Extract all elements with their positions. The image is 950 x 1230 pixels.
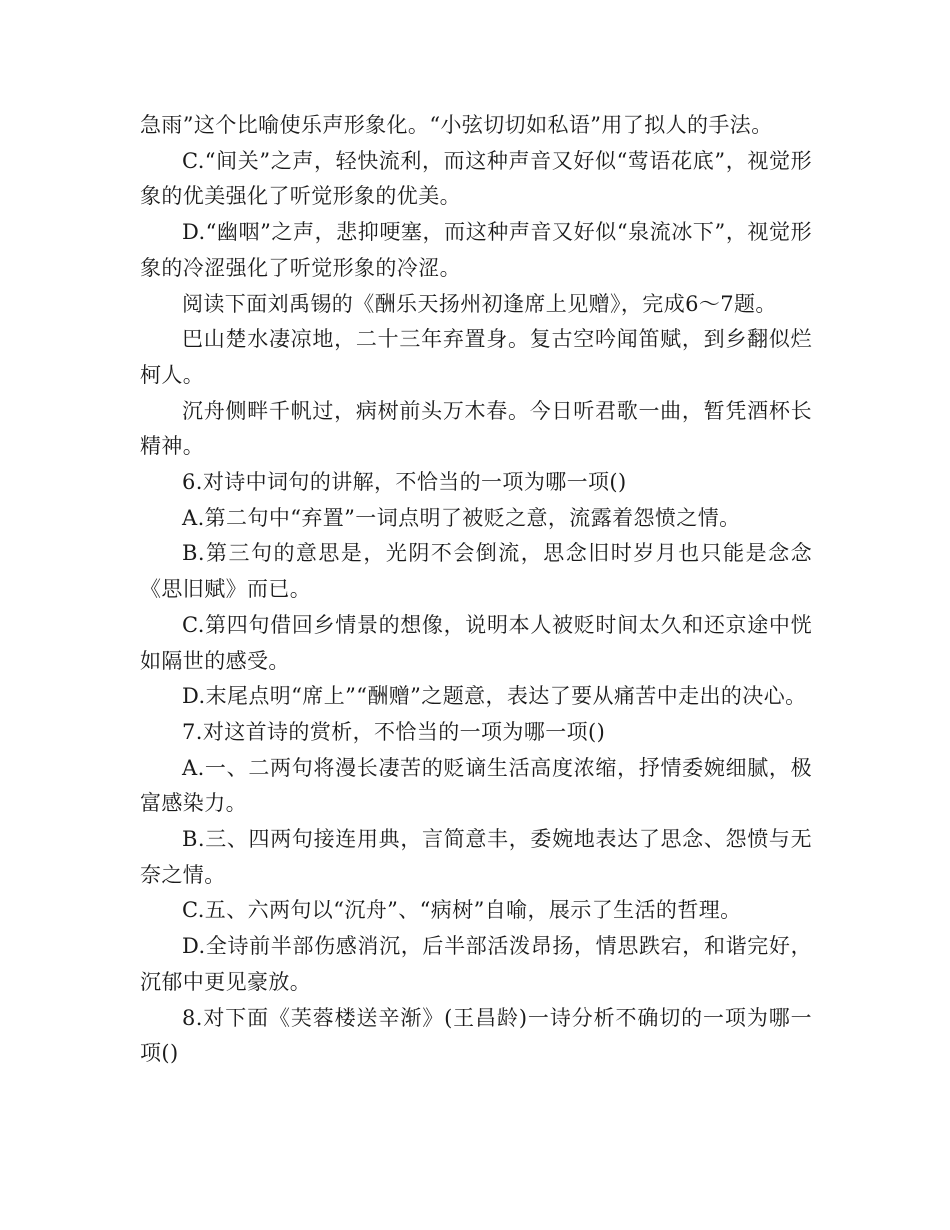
question-6-option-c: C.第四句借回乡情景的想像，说明本人被贬时间太久和还京途中恍如隔世的感受。 [140,612,812,673]
question-7-option-c: C.五、六两句以“沉舟”、“病树”自喻，展示了生活的哲理。 [182,898,742,923]
document-body [140,108,812,1072]
option-c-paragraph: C.“间关”之声，轻快流利，而这种声音又好似“莺语花底”，视觉形象的优美强化了听觉形象的优美。 [140,148,812,209]
paragraph-continuation: 急雨”这个比喻使乐声形象化。“小弦切切如私语”用了拟人的手法。 [140,113,773,137]
question-6-option-b: B.第三句的意思是，光阴不会倒流，思念旧时岁月也只能是念念《思旧赋》而已。 [140,541,812,602]
option-d-paragraph: D.“幽咽”之声，悲抑哽塞，而这种声音又好似“泉流冰下”，视觉形象的冷涩强化了听觉形象的冷涩。 [140,220,812,280]
poem-stanza-1: 巴山楚水凄凉地，二十三年弃置身。复古空吟闻笛赋，到乡翻似烂柯人。 [140,327,812,387]
question-7: 7.对这首诗的赏析，不恰当的一项为哪一项() [182,719,606,744]
question-7-option-b: B.三、四两句接连用典，言简意丰，委婉地表达了思念、怨愤与无奈之情。 [140,827,812,887]
question-7-option-d: D.全诗前半部伤感消沉，后半部活泼昂扬，情思跌宕，和谐完好，沉郁中更见豪放。 [140,934,812,994]
reading-instruction: 阅读下面刘禹锡的《酬乐天扬州初逢席上见赠》，完成6～7题。 [182,291,777,316]
question-7-option-a: A.一、二两句将漫长凄苦的贬谪生活高度浓缩，抒情委婉细腻，极富感染力。 [140,755,812,816]
question-6: 6.对诗中词句的讲解，不恰当的一项为哪一项() [182,470,627,495]
question-6-option-d: D.末尾点明“席上”“酬赠”之题意，表达了要从痛苦中走出的决心。 [182,684,807,709]
question-8: 8.对下面《芙蓉楼送辛渐》(王昌龄)一诗分析不确切的一项为哪一项() [140,1005,812,1066]
poem-stanza-2: 沉舟侧畔千帆过，病树前头万木春。今日听君歌一曲，暂凭酒杯长精神。 [140,398,812,459]
question-6-option-a: A.第二句中“弃置”一词点明了被贬之意，流露着怨愤之情。 [182,505,741,530]
